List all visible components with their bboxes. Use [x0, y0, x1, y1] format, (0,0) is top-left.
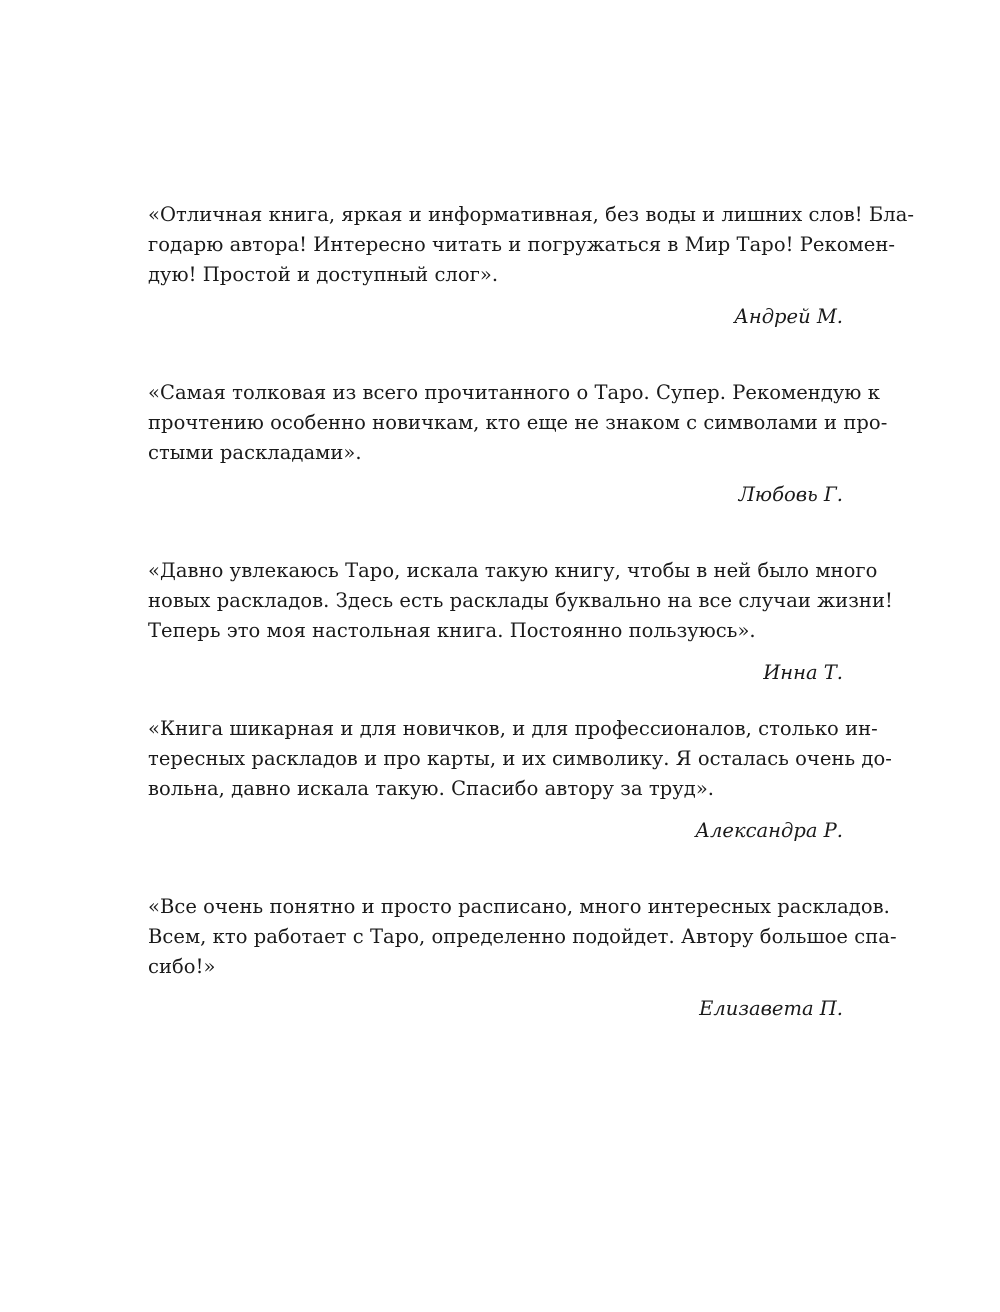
review-line: Теперь это моя настольная книга. Постоянно пользуюсь».	[148, 619, 756, 642]
review-line: «Отличная книга, яркая и информативная, без воды и лишних слов! Бла-	[148, 203, 915, 226]
review-line: «Давно увлекаюсь Таро, искала такую книгу, чтобы в ней было много	[148, 559, 878, 582]
review-author: Андрей М.	[734, 305, 843, 328]
review-author: Любовь Г.	[738, 483, 843, 506]
review	[148, 892, 897, 1024]
review-line: Всем, кто работает с Таро, определенно подойдет. Автору большое спа-	[148, 925, 897, 948]
review-author: Елизавета П.	[699, 997, 843, 1020]
review-line: «Книга шикарная и для новичков, и для профессионалов, столько ин-	[148, 717, 878, 740]
review-text	[148, 714, 892, 804]
review-line: новых раскладов. Здесь есть расклады буквально на все случаи жизни!	[148, 589, 893, 612]
review-text	[148, 892, 897, 982]
review-author: Инна Т.	[763, 661, 843, 684]
review-text	[148, 378, 888, 468]
review-line: «Самая толковая из всего прочитанного о Таро. Супер. Рекомендую к	[148, 381, 880, 404]
review	[148, 556, 893, 688]
review-line: сибо!»	[148, 955, 216, 978]
review-line: стыми раскладами».	[148, 441, 362, 464]
review-line: дую! Простой и доступный слог».	[148, 263, 499, 286]
review	[148, 200, 915, 332]
review-author: Александра Р.	[695, 819, 843, 842]
review-line: «Все очень понятно и просто расписано, много интересных раскладов.	[148, 895, 890, 918]
review-line: вольна, давно искала такую. Спасибо автору за труд».	[148, 777, 715, 800]
review-line: прочтению особенно новичкам, кто еще не знаком с символами и про-	[148, 411, 888, 434]
review	[148, 378, 888, 510]
review	[148, 714, 892, 846]
review-line: годарю автора! Интересно читать и погружаться в Мир Таро! Рекомен-	[148, 233, 896, 256]
review-text	[148, 200, 915, 290]
review-line: тересных раскладов и про карты, и их символику. Я осталась очень до-	[148, 747, 892, 770]
review-text	[148, 556, 893, 646]
